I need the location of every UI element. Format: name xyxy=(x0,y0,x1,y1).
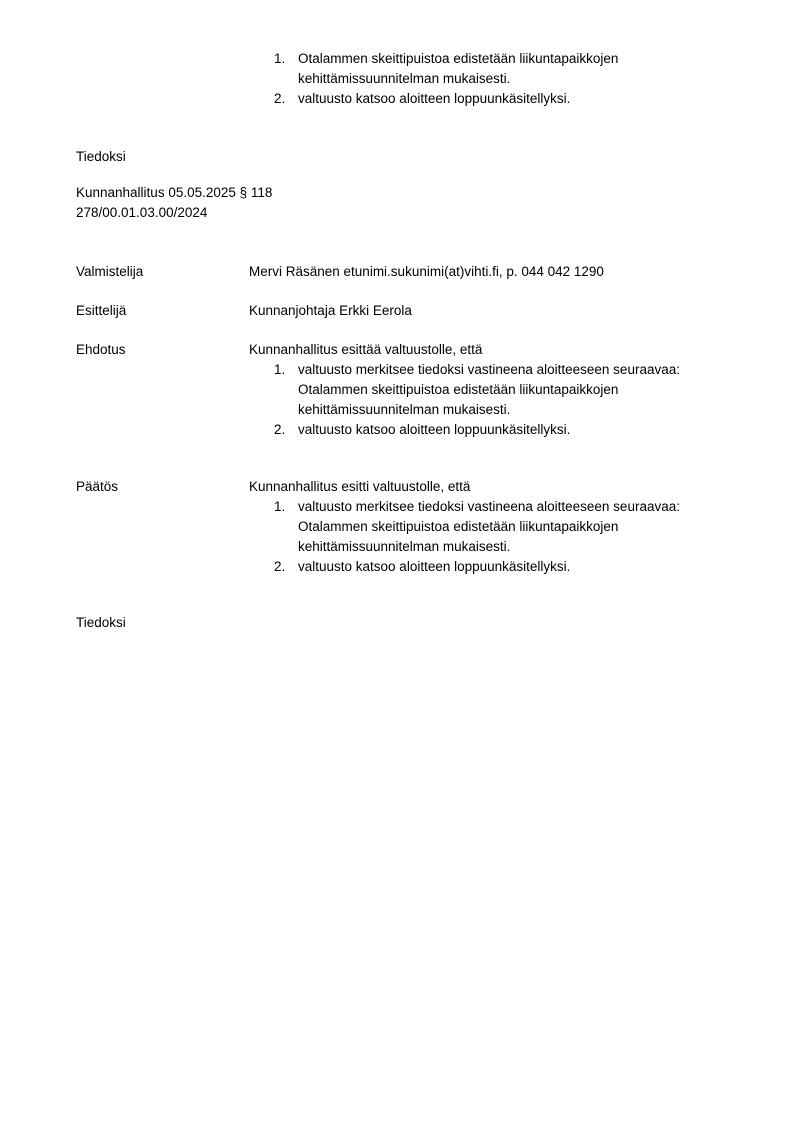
valmistelija-label: Valmistelija xyxy=(76,264,144,279)
list-text: Otalammen skeittipuistoa edistetään liikuntapaikkojen kehittämissuunnitelman mukaisesti. xyxy=(298,51,619,86)
list-number: 1. xyxy=(274,499,286,514)
list-item xyxy=(274,497,744,557)
tiedoksi-heading: Tiedoksi xyxy=(76,149,126,164)
list-number: 2. xyxy=(274,422,286,437)
valmistelija-value: Mervi Räsänen etunimi.sukunimi(at)vihti.fi, p. 044 042 1290 xyxy=(249,264,604,279)
list-number: 1. xyxy=(274,362,286,377)
ehdotus-label: Ehdotus xyxy=(76,342,126,357)
list-text: valtuusto katsoo aloitteen loppuunkäsitellyksi. xyxy=(298,91,571,106)
paatos-label: Päätös xyxy=(76,479,119,494)
ehdotus-intro: Kunnanhallitus esittää valtuustolle, että xyxy=(249,342,483,357)
list-item xyxy=(274,420,744,440)
tiedoksi-footer: Tiedoksi xyxy=(76,615,126,630)
list-text: valtuusto katsoo aloitteen loppuunkäsitellyksi. xyxy=(298,422,571,437)
list-number: 2. xyxy=(274,91,286,106)
list-item xyxy=(274,49,744,89)
list-item xyxy=(274,360,744,420)
esittelija-label: Esittelijä xyxy=(76,303,127,318)
paatos-list xyxy=(274,497,744,577)
top-decision-list xyxy=(274,49,744,109)
list-item xyxy=(274,89,744,109)
record-number: 278/00.01.03.00/2024 xyxy=(76,205,208,220)
esittelija-value: Kunnanjohtaja Erkki Eerola xyxy=(249,303,412,318)
meeting-reference xyxy=(76,183,272,223)
meeting-date-line: Kunnanhallitus 05.05.2025 § 118 xyxy=(76,185,273,200)
list-number: 1. xyxy=(274,51,286,66)
list-text: valtuusto katsoo aloitteen loppuunkäsitellyksi. xyxy=(298,559,571,574)
list-number: 2. xyxy=(274,559,286,574)
paatos-intro: Kunnanhallitus esitti valtuustolle, että xyxy=(249,479,471,494)
ehdotus-list xyxy=(274,360,744,440)
list-text: valtuusto merkitsee tiedoksi vastineena aloitteeseen seuraavaa: Otalammen skeittipuistoa edistetään liikuntapaikkojen kehittämissuunnitelman mukaisesti. xyxy=(298,499,680,554)
list-item xyxy=(274,557,744,577)
list-text: valtuusto merkitsee tiedoksi vastineena aloitteeseen seuraavaa: Otalammen skeittipuistoa edistetään liikuntapaikkojen kehittämissuunnitelman mukaisesti. xyxy=(298,362,680,417)
